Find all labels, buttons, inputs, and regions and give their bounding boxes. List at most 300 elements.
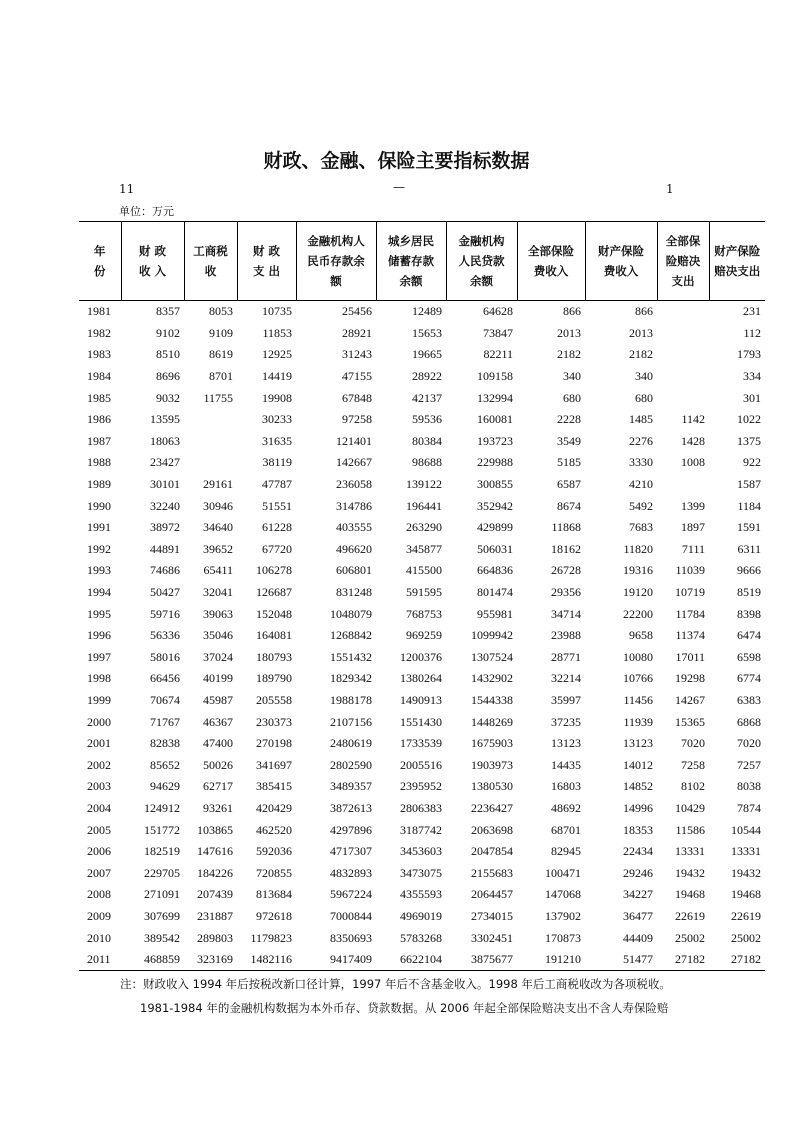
value-cell: 1829342 bbox=[330, 671, 372, 686]
value-cell: 345877 bbox=[406, 541, 442, 556]
value-cell: 17011 bbox=[675, 649, 705, 664]
value-cell: 11820 bbox=[623, 541, 653, 556]
value-cell bbox=[657, 344, 709, 366]
value-cell: 30946 bbox=[203, 498, 233, 513]
value-cell: 28771 bbox=[551, 649, 581, 664]
year-cell: 2010 bbox=[87, 930, 111, 945]
value-cell: 26728 bbox=[551, 563, 581, 578]
value-cell: 34640 bbox=[203, 520, 233, 535]
value-cell: 2005516 bbox=[400, 757, 442, 772]
year-cell: 1987 bbox=[87, 433, 111, 448]
value-cell: 51477 bbox=[623, 952, 653, 967]
value-cell: 2013 bbox=[629, 325, 653, 340]
value-cell: 13595 bbox=[150, 412, 180, 427]
value-cell: 11784 bbox=[675, 606, 705, 621]
value-cell: 8510 bbox=[156, 347, 180, 362]
value-cell: 37235 bbox=[551, 714, 581, 729]
table-row bbox=[79, 927, 765, 949]
value-cell: 4355593 bbox=[400, 887, 442, 902]
value-cell: 7683 bbox=[629, 520, 653, 535]
value-cell: 13123 bbox=[551, 736, 581, 751]
year-cell: 1997 bbox=[87, 649, 111, 664]
value-cell: 289803 bbox=[197, 930, 233, 945]
value-cell: 1307524 bbox=[471, 649, 513, 664]
value-cell: 340 bbox=[635, 369, 653, 384]
value-cell: 271091 bbox=[144, 887, 180, 902]
value-cell: 22434 bbox=[623, 844, 653, 859]
table-row bbox=[79, 647, 765, 669]
value-cell: 74686 bbox=[150, 563, 180, 578]
value-cell: 1380530 bbox=[471, 779, 513, 794]
value-cell: 112 bbox=[743, 325, 761, 340]
value-cell: 191210 bbox=[545, 952, 581, 967]
value-cell: 85652 bbox=[150, 757, 180, 772]
value-cell: 205558 bbox=[256, 692, 292, 707]
value-cell: 56336 bbox=[150, 628, 180, 643]
value-cell: 18063 bbox=[150, 433, 180, 448]
value-cell: 1897 bbox=[681, 520, 705, 535]
value-cell: 13331 bbox=[731, 844, 761, 859]
value-cell: 1544338 bbox=[471, 692, 513, 707]
value-cell bbox=[657, 323, 709, 345]
value-cell: 151772 bbox=[144, 822, 180, 837]
year-cell: 2002 bbox=[87, 757, 111, 772]
header-property-claims: 财产保险 赔决支出 bbox=[709, 222, 765, 301]
value-cell: 180793 bbox=[256, 649, 292, 664]
value-cell: 2734015 bbox=[471, 908, 513, 923]
value-cell: 170873 bbox=[545, 930, 581, 945]
year-cell: 1998 bbox=[87, 671, 111, 686]
year-cell: 1988 bbox=[87, 455, 111, 470]
table-row bbox=[79, 776, 765, 798]
value-cell: 68701 bbox=[551, 822, 581, 837]
value-cell: 680 bbox=[563, 390, 581, 405]
value-cell: 7257 bbox=[737, 757, 761, 772]
value-cell: 1428 bbox=[681, 433, 705, 448]
value-cell: 6587 bbox=[557, 477, 581, 492]
value-cell: 22619 bbox=[731, 908, 761, 923]
value-cell bbox=[657, 301, 709, 323]
value-cell: 403555 bbox=[336, 520, 372, 535]
value-cell: 19120 bbox=[623, 585, 653, 600]
value-cell: 496620 bbox=[336, 541, 372, 556]
table-header-row bbox=[79, 222, 765, 301]
value-cell: 2802590 bbox=[330, 757, 372, 772]
value-cell: 1380264 bbox=[400, 671, 442, 686]
value-cell: 1200376 bbox=[400, 649, 442, 664]
value-cell: 50026 bbox=[203, 757, 233, 772]
table-row bbox=[79, 301, 765, 323]
value-cell: 2064457 bbox=[471, 887, 513, 902]
value-cell: 468859 bbox=[144, 952, 180, 967]
value-cell: 47400 bbox=[203, 736, 233, 751]
value-cell: 139122 bbox=[406, 477, 442, 492]
value-cell: 340 bbox=[563, 369, 581, 384]
value-cell: 3187742 bbox=[400, 822, 442, 837]
value-cell: 182519 bbox=[144, 844, 180, 859]
value-cell: 2063698 bbox=[471, 822, 513, 837]
value-cell: 307699 bbox=[144, 908, 180, 923]
value-cell: 14012 bbox=[623, 757, 653, 772]
header-fiscal-revenue: 财 政 收 入 bbox=[121, 222, 184, 301]
value-cell: 10544 bbox=[731, 822, 761, 837]
value-cell: 22200 bbox=[623, 606, 653, 621]
value-cell bbox=[184, 452, 237, 474]
value-cell: 11039 bbox=[675, 563, 705, 578]
value-cell: 8519 bbox=[737, 585, 761, 600]
table-row bbox=[79, 625, 765, 647]
value-cell: 73847 bbox=[483, 325, 513, 340]
value-cell: 3875677 bbox=[471, 952, 513, 967]
value-cell: 352942 bbox=[477, 498, 513, 513]
value-cell: 1482116 bbox=[250, 952, 292, 967]
value-cell: 44891 bbox=[150, 541, 180, 556]
value-cell: 263290 bbox=[406, 520, 442, 535]
value-cell: 3872613 bbox=[330, 800, 372, 815]
value-cell: 8038 bbox=[737, 779, 761, 794]
value-cell: 11374 bbox=[675, 628, 705, 643]
table-row bbox=[79, 754, 765, 776]
value-cell: 23988 bbox=[551, 628, 581, 643]
value-cell: 46367 bbox=[203, 714, 233, 729]
value-cell: 1551432 bbox=[330, 649, 372, 664]
value-cell: 7000844 bbox=[330, 908, 372, 923]
year-cell: 1986 bbox=[87, 412, 111, 427]
year-cell: 1981 bbox=[87, 304, 111, 319]
value-cell: 866 bbox=[635, 304, 653, 319]
table-row bbox=[79, 582, 765, 604]
value-cell: 40199 bbox=[203, 671, 233, 686]
value-cell: 1485 bbox=[629, 412, 653, 427]
value-cell: 3549 bbox=[557, 433, 581, 448]
year-cell: 2001 bbox=[87, 736, 111, 751]
value-cell: 124912 bbox=[144, 800, 180, 815]
value-cell: 1903973 bbox=[471, 757, 513, 772]
value-cell: 47155 bbox=[342, 369, 372, 384]
value-cell: 6474 bbox=[737, 628, 761, 643]
header-total-premium: 全部保险 费收入 bbox=[517, 222, 585, 301]
value-cell: 300855 bbox=[477, 477, 513, 492]
value-cell: 1551430 bbox=[400, 714, 442, 729]
value-cell: 236058 bbox=[336, 477, 372, 492]
value-cell: 121401 bbox=[336, 433, 372, 448]
value-cell: 184226 bbox=[197, 865, 233, 880]
value-cell: 1988178 bbox=[330, 692, 372, 707]
value-cell bbox=[184, 409, 237, 431]
value-cell: 27182 bbox=[675, 952, 705, 967]
table-row bbox=[79, 539, 765, 561]
value-cell: 389542 bbox=[144, 930, 180, 945]
header-loans: 金融机构 人民贷款 余额 bbox=[446, 222, 517, 301]
value-cell: 8350693 bbox=[330, 930, 372, 945]
value-cell bbox=[184, 431, 237, 453]
value-cell: 32214 bbox=[551, 671, 581, 686]
value-cell: 32041 bbox=[203, 585, 233, 600]
value-cell: 314786 bbox=[336, 498, 372, 513]
value-cell: 2806383 bbox=[400, 800, 442, 815]
value-cell: 132994 bbox=[477, 390, 513, 405]
value-cell: 82945 bbox=[551, 844, 581, 859]
value-cell: 35997 bbox=[551, 692, 581, 707]
value-cell: 2182 bbox=[557, 347, 581, 362]
value-cell: 415500 bbox=[406, 563, 442, 578]
value-cell: 3473075 bbox=[400, 865, 442, 880]
meta-left: 11 bbox=[119, 182, 135, 196]
value-cell: 15653 bbox=[412, 325, 442, 340]
value-cell: 19432 bbox=[731, 865, 761, 880]
value-cell: 606801 bbox=[336, 563, 372, 578]
year-cell: 1985 bbox=[87, 390, 111, 405]
value-cell: 13331 bbox=[675, 844, 705, 859]
value-cell: 1591 bbox=[737, 520, 761, 535]
value-cell: 9032 bbox=[156, 390, 180, 405]
year-cell: 1991 bbox=[87, 520, 111, 535]
value-cell: 16803 bbox=[551, 779, 581, 794]
value-cell: 109158 bbox=[477, 369, 513, 384]
table-row bbox=[79, 474, 765, 496]
table-row bbox=[79, 366, 765, 388]
year-cell: 1983 bbox=[87, 347, 111, 362]
value-cell: 10429 bbox=[675, 800, 705, 815]
year-cell: 2009 bbox=[87, 908, 111, 923]
value-cell: 1184 bbox=[737, 498, 761, 513]
value-cell: 164081 bbox=[256, 628, 292, 643]
value-cell: 591595 bbox=[406, 585, 442, 600]
value-cell: 106278 bbox=[256, 563, 292, 578]
value-cell: 50427 bbox=[150, 585, 180, 600]
value-cell: 82838 bbox=[150, 736, 180, 751]
header-rmb-deposits: 金融机构人 民币存款余 额 bbox=[296, 222, 376, 301]
value-cell: 341697 bbox=[256, 757, 292, 772]
year-cell: 1984 bbox=[87, 369, 111, 384]
value-cell: 14852 bbox=[623, 779, 653, 794]
year-cell: 1992 bbox=[87, 541, 111, 556]
value-cell: 1375 bbox=[737, 433, 761, 448]
year-cell: 2003 bbox=[87, 779, 111, 794]
value-cell: 2395952 bbox=[400, 779, 442, 794]
value-cell: 66456 bbox=[150, 671, 180, 686]
value-cell: 28922 bbox=[412, 369, 442, 384]
value-cell: 229988 bbox=[477, 455, 513, 470]
value-cell: 801474 bbox=[477, 585, 513, 600]
value-cell: 6774 bbox=[737, 671, 761, 686]
value-cell bbox=[657, 366, 709, 388]
value-cell: 1048079 bbox=[330, 606, 372, 621]
value-cell: 32240 bbox=[150, 498, 180, 513]
value-cell: 193723 bbox=[477, 433, 513, 448]
value-cell: 82211 bbox=[483, 347, 513, 362]
value-cell: 19316 bbox=[623, 563, 653, 578]
value-cell: 37024 bbox=[203, 649, 233, 664]
header-total-claims: 全部保 险赔决 支出 bbox=[657, 222, 709, 301]
value-cell: 103865 bbox=[197, 822, 233, 837]
value-cell: 126687 bbox=[256, 585, 292, 600]
value-cell: 10766 bbox=[623, 671, 653, 686]
value-cell: 5783268 bbox=[400, 930, 442, 945]
value-cell: 28921 bbox=[342, 325, 372, 340]
header-fiscal-expenditure: 财 政 支 出 bbox=[237, 222, 296, 301]
value-cell: 196441 bbox=[406, 498, 442, 513]
value-cell: 18353 bbox=[623, 822, 653, 837]
value-cell: 1399 bbox=[681, 498, 705, 513]
year-cell: 1993 bbox=[87, 563, 111, 578]
value-cell: 38119 bbox=[262, 455, 292, 470]
value-cell: 9658 bbox=[629, 628, 653, 643]
value-cell: 27182 bbox=[731, 952, 761, 967]
value-cell: 48692 bbox=[551, 800, 581, 815]
year-cell: 2007 bbox=[87, 865, 111, 880]
value-cell: 35046 bbox=[203, 628, 233, 643]
value-cell: 5185 bbox=[557, 455, 581, 470]
value-cell: 10735 bbox=[262, 304, 292, 319]
value-cell: 14435 bbox=[551, 757, 581, 772]
value-cell: 42137 bbox=[412, 390, 442, 405]
value-cell: 9417409 bbox=[330, 952, 372, 967]
table-row bbox=[79, 387, 765, 409]
value-cell: 147068 bbox=[545, 887, 581, 902]
value-cell: 2480619 bbox=[330, 736, 372, 751]
value-cell bbox=[657, 474, 709, 496]
value-cell: 6622104 bbox=[400, 952, 442, 967]
value-cell: 2013 bbox=[557, 325, 581, 340]
value-cell: 3489357 bbox=[330, 779, 372, 794]
value-cell: 45987 bbox=[203, 692, 233, 707]
value-cell: 2182 bbox=[629, 347, 653, 362]
value-cell: 189790 bbox=[256, 671, 292, 686]
table-row bbox=[79, 409, 765, 431]
value-cell: 3453603 bbox=[400, 844, 442, 859]
value-cell: 2228 bbox=[557, 412, 581, 427]
value-cell: 59536 bbox=[412, 412, 442, 427]
year-cell: 2000 bbox=[87, 714, 111, 729]
value-cell: 10719 bbox=[675, 585, 705, 600]
value-cell: 231 bbox=[743, 304, 761, 319]
year-cell: 2005 bbox=[87, 822, 111, 837]
year-cell: 1989 bbox=[87, 477, 111, 492]
value-cell: 8053 bbox=[209, 304, 233, 319]
value-cell: 100471 bbox=[545, 865, 581, 880]
meta-dash: — bbox=[393, 180, 405, 194]
value-cell: 12489 bbox=[412, 304, 442, 319]
value-cell: 80384 bbox=[412, 433, 442, 448]
value-cell: 98688 bbox=[412, 455, 442, 470]
value-cell: 323169 bbox=[197, 952, 233, 967]
value-cell: 31635 bbox=[262, 433, 292, 448]
year-cell: 2008 bbox=[87, 887, 111, 902]
value-cell: 62717 bbox=[203, 779, 233, 794]
value-cell: 6868 bbox=[737, 714, 761, 729]
table-row bbox=[79, 431, 765, 453]
value-cell: 67720 bbox=[262, 541, 292, 556]
value-cell: 720855 bbox=[256, 865, 292, 880]
value-cell: 14267 bbox=[675, 692, 705, 707]
value-cell: 6598 bbox=[737, 649, 761, 664]
table-row bbox=[79, 711, 765, 733]
value-cell: 10080 bbox=[623, 649, 653, 664]
value-cell: 19908 bbox=[262, 390, 292, 405]
value-cell: 972618 bbox=[256, 908, 292, 923]
value-cell: 5967224 bbox=[330, 887, 372, 902]
value-cell: 813684 bbox=[256, 887, 292, 902]
table-row bbox=[79, 949, 765, 971]
value-cell: 7258 bbox=[681, 757, 705, 772]
table-row bbox=[79, 517, 765, 539]
value-cell: 8357 bbox=[156, 304, 180, 319]
value-cell: 11456 bbox=[623, 692, 653, 707]
value-cell: 969259 bbox=[406, 628, 442, 643]
header-property-premium: 财产保险 费收入 bbox=[585, 222, 657, 301]
value-cell: 3330 bbox=[629, 455, 653, 470]
unit-label: 单位：万元 bbox=[119, 205, 174, 218]
value-cell: 1490913 bbox=[400, 692, 442, 707]
value-cell: 2276 bbox=[629, 433, 653, 448]
value-cell: 7020 bbox=[737, 736, 761, 751]
value-cell: 1733539 bbox=[400, 736, 442, 751]
value-cell: 19468 bbox=[675, 887, 705, 902]
value-cell: 137902 bbox=[545, 908, 581, 923]
table-row bbox=[79, 495, 765, 517]
table-row bbox=[79, 452, 765, 474]
year-cell: 1990 bbox=[87, 498, 111, 513]
header-business-tax: 工商税 收 bbox=[184, 222, 237, 301]
value-cell: 11868 bbox=[551, 520, 581, 535]
value-cell: 19468 bbox=[731, 887, 761, 902]
value-cell: 7874 bbox=[737, 800, 761, 815]
value-cell: 93261 bbox=[203, 800, 233, 815]
value-cell: 8619 bbox=[209, 347, 233, 362]
value-cell: 2047854 bbox=[471, 844, 513, 859]
value-cell: 9109 bbox=[209, 325, 233, 340]
value-cell: 59716 bbox=[150, 606, 180, 621]
value-cell: 25456 bbox=[342, 304, 372, 319]
table-row bbox=[79, 841, 765, 863]
value-cell: 58016 bbox=[150, 649, 180, 664]
value-cell: 31243 bbox=[342, 347, 372, 362]
value-cell: 30233 bbox=[262, 412, 292, 427]
value-cell: 592036 bbox=[256, 844, 292, 859]
year-cell: 1999 bbox=[87, 692, 111, 707]
value-cell: 142667 bbox=[336, 455, 372, 470]
year-cell: 2011 bbox=[87, 952, 111, 967]
value-cell: 34227 bbox=[623, 887, 653, 902]
value-cell: 9666 bbox=[737, 563, 761, 578]
value-cell: 14996 bbox=[623, 800, 653, 815]
value-cell: 462520 bbox=[256, 822, 292, 837]
value-cell: 97258 bbox=[342, 412, 372, 427]
value-cell: 8398 bbox=[737, 606, 761, 621]
value-cell: 36477 bbox=[623, 908, 653, 923]
value-cell: 680 bbox=[635, 390, 653, 405]
value-cell: 4210 bbox=[629, 477, 653, 492]
value-cell: 51551 bbox=[262, 498, 292, 513]
value-cell: 94629 bbox=[150, 779, 180, 794]
header-savings-deposits: 城乡居民 储蓄存款 余额 bbox=[376, 222, 446, 301]
value-cell: 8674 bbox=[557, 498, 581, 513]
value-cell: 4717307 bbox=[330, 844, 372, 859]
year-cell: 2004 bbox=[87, 800, 111, 815]
value-cell: 64628 bbox=[483, 304, 513, 319]
value-cell: 922 bbox=[743, 455, 761, 470]
value-cell: 147616 bbox=[197, 844, 233, 859]
value-cell: 506031 bbox=[477, 541, 513, 556]
footnote-1: 注：财政收入 1994 年后按税改新口径计算，1997 年后不含基金收入。1998 年后工商税收改为各项税收。 bbox=[120, 977, 671, 991]
value-cell: 29246 bbox=[623, 865, 653, 880]
value-cell: 5492 bbox=[629, 498, 653, 513]
value-cell: 47787 bbox=[262, 477, 292, 492]
value-cell: 6383 bbox=[737, 692, 761, 707]
value-cell: 30101 bbox=[150, 477, 180, 492]
value-cell: 29356 bbox=[551, 585, 581, 600]
